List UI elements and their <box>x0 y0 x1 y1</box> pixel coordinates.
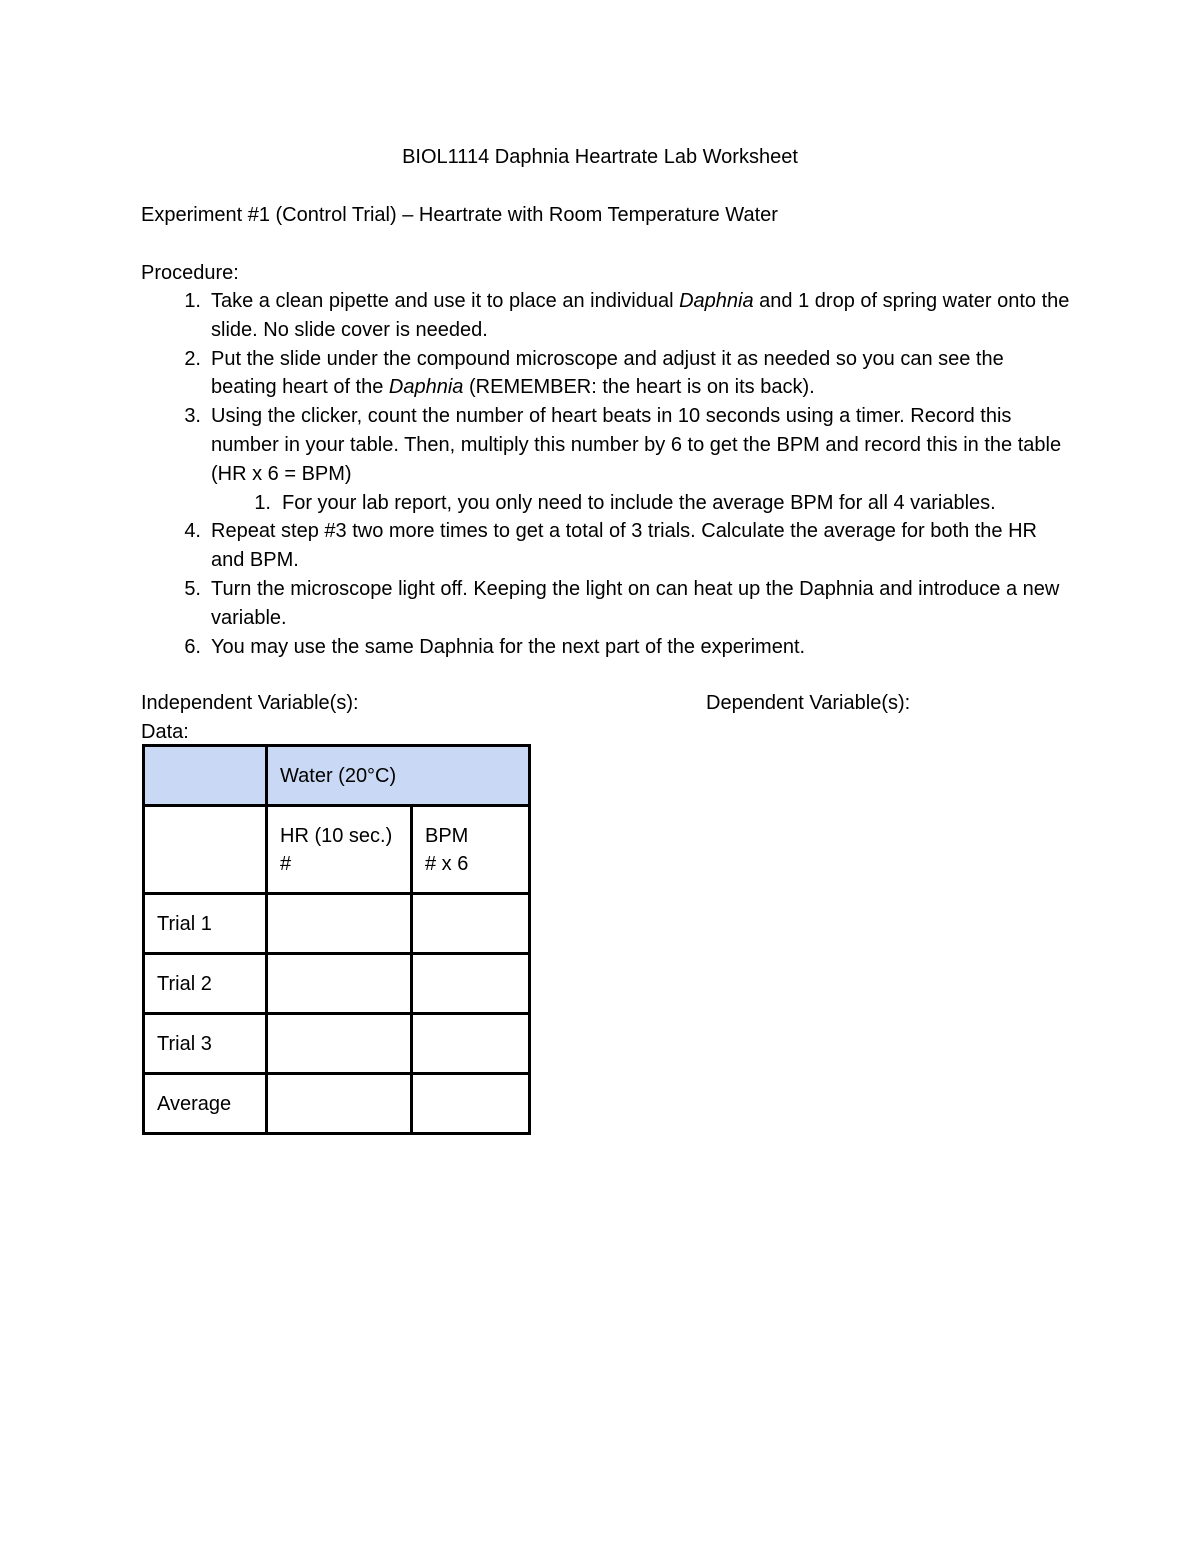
procedure-step-6 <box>141 633 1071 662</box>
step-number: 4. <box>184 520 201 543</box>
row-label: Trial 1 <box>144 894 267 954</box>
step-text: For your lab report, you only need to include the average BPM for all 4 variables. <box>282 491 996 514</box>
col-hr-label: HR (10 sec.) <box>280 824 393 847</box>
procedure-label: Procedure: <box>141 262 239 284</box>
table-empty-cell <box>144 806 267 894</box>
table-header-water: Water (20°C) <box>267 746 530 806</box>
col-bpm-unit: # x 6 <box>425 852 469 875</box>
table-col-hr <box>267 806 412 894</box>
hr-cell[interactable] <box>267 1074 412 1134</box>
procedure-list <box>141 287 1071 661</box>
table-corner-cell <box>144 746 267 806</box>
experiment-heading: Experiment #1 (Control Trial) – Heartrate with Room Temperature Water <box>141 204 778 226</box>
procedure-step-4 <box>141 517 1071 575</box>
step-text: Using the clicker, count the number of heart beats in 10 seconds using a timer. Record this number in your table. Then, multiply this number by 6 to get the BPM and record this in the table (HR x 6 = BPM) <box>211 405 1062 485</box>
row-label: Trial 2 <box>144 954 267 1014</box>
col-bpm-label: BPM <box>425 824 469 847</box>
bpm-cell[interactable] <box>412 954 530 1014</box>
table-row <box>144 1014 530 1074</box>
step-number: 5. <box>184 577 201 600</box>
bpm-cell[interactable] <box>412 1074 530 1134</box>
step-text: Repeat step #3 two more times to get a total of 3 trials. Calculate the average for both the HR and BPM. <box>211 520 1037 572</box>
procedure-step-1 <box>141 287 1071 345</box>
bpm-cell[interactable] <box>412 1014 530 1074</box>
bpm-cell[interactable] <box>412 894 530 954</box>
step-text: Put the slide under the compound microscope and adjust it as needed so you can see the beating heart of the Daphnia (REMEMBER: the heart is on its back). <box>211 347 1004 399</box>
hr-cell[interactable] <box>267 1014 412 1074</box>
row-label: Average <box>144 1074 267 1134</box>
procedure-step-3 <box>141 402 1071 488</box>
procedure-substep-3-1 <box>141 489 1071 518</box>
table-row <box>144 894 530 954</box>
data-label: Data: <box>141 721 189 743</box>
hr-cell[interactable] <box>267 894 412 954</box>
step-number: 3. <box>184 405 201 428</box>
independent-variable-label: Independent Variable(s): <box>141 692 359 714</box>
step-number: 1. <box>184 290 201 312</box>
hr-cell[interactable] <box>267 954 412 1014</box>
page-title: BIOL1114 Daphnia Heartrate Lab Worksheet <box>402 146 798 168</box>
dependent-variable-label: Dependent Variable(s): <box>706 692 911 714</box>
table-row <box>144 954 530 1014</box>
table-row <box>144 1074 530 1134</box>
row-label: Trial 3 <box>144 1014 267 1074</box>
col-hr-unit: # <box>280 852 292 875</box>
table-col-bpm <box>412 806 530 894</box>
procedure-step-2 <box>141 345 1071 403</box>
table-header-row <box>144 746 530 806</box>
step-text: You may use the same Daphnia for the next part of the experiment. <box>211 635 806 658</box>
table-subheader-row <box>144 806 530 894</box>
step-number: 2. <box>184 347 201 370</box>
step-text: Turn the microscope light off. Keeping the light on can heat up the Daphnia and introduce a new variable. <box>211 577 1060 629</box>
procedure-step-5 <box>141 575 1071 633</box>
step-number: 6. <box>184 635 201 658</box>
data-table <box>142 744 531 1135</box>
step-number: 1. <box>254 491 271 514</box>
step-text: Take a clean pipette and use it to place an individual Daphnia and 1 drop of spring water onto the slide. No slide cover is needed. <box>211 290 1070 341</box>
